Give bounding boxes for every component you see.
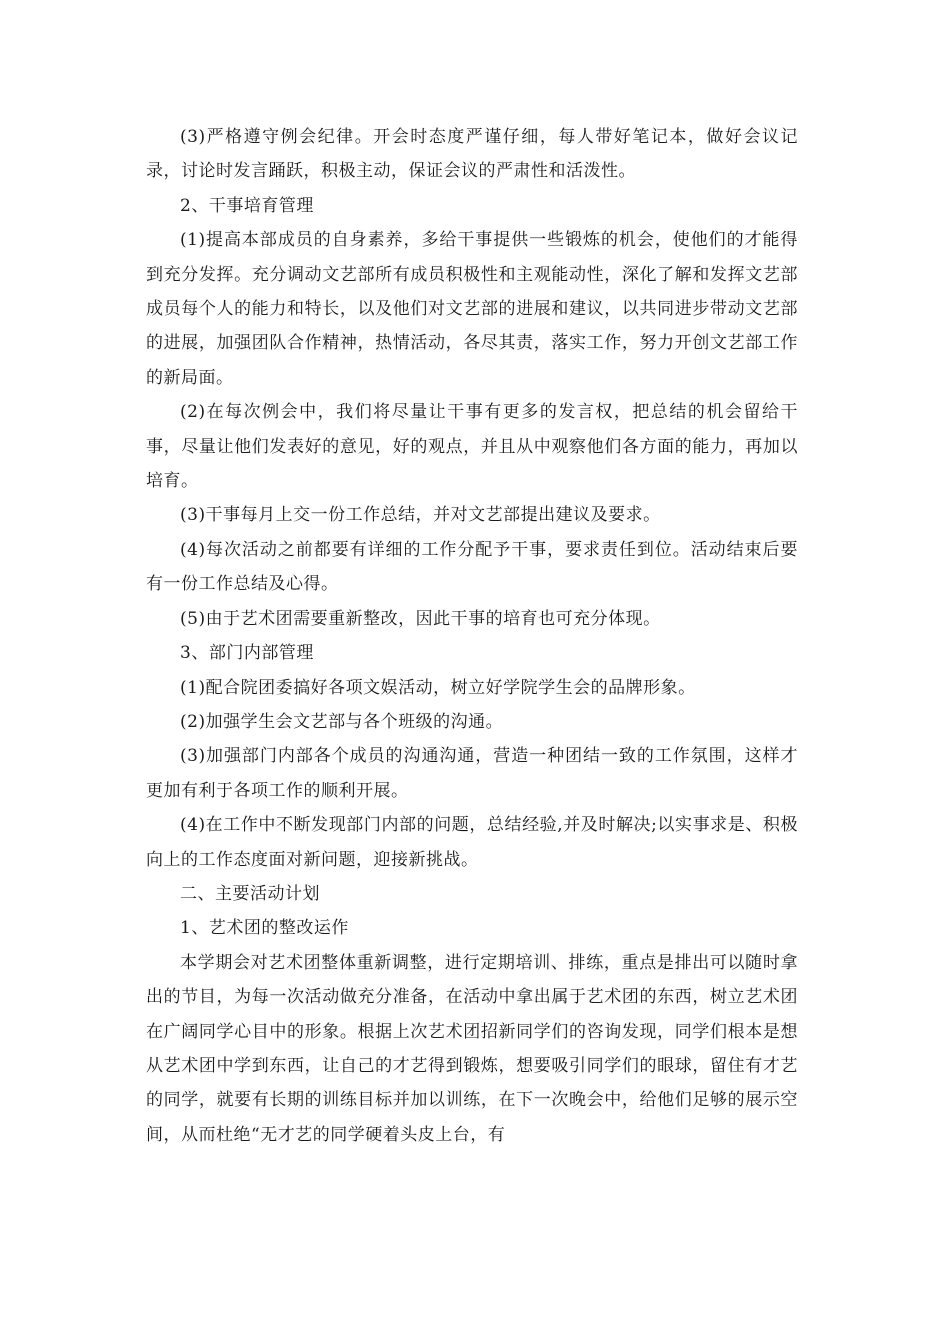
paragraph-training-5: (5)由于艺术团需要重新整改，因此干事的培育也可充分体现。 bbox=[180, 608, 661, 629]
paragraph-internal-2: (2)加强学生会文艺部与各个班级的沟通。 bbox=[180, 711, 504, 732]
paragraph-meeting-discipline: (3)严格遵守例会纪律。开会时态度严谨仔细，每人带好笔记本，做好会议记录，讨论时发言踊跃，积极主动，保证会议的严肃性和活泼性。 bbox=[146, 127, 798, 182]
document-page bbox=[146, 120, 798, 1152]
heading-internal-management: 3、部门内部管理 bbox=[180, 643, 314, 664]
paragraph-internal-3: (3)加强部门内部各个成员的沟通沟通，营造一种团结一致的工作氛围，这样才更加有利于各项工作的顺利开展。 bbox=[146, 746, 798, 801]
paragraph-art-troupe: 本学期会对艺术团整体重新调整，进行定期培训、排练，重点是排出可以随时拿出的节目，为每一次活动做充分准备，在活动中拿出属于艺术团的东西，树立艺术团在广阔同学心目中的形象。根据上次艺术团招新同学们的咨询发现，同学们根本是想从艺术团中学到东西，让自己的才艺得到锻炼，想要吸引同学们的眼球，留住有才艺的同学，就要有长期的训练目标并加以训练，在下一次晚会中，给他们足够的展示空间，从而杜绝“无才艺的同学硬着头皮上台，有 bbox=[146, 952, 798, 1145]
paragraph-training-3: (3)干事每月上交一份工作总结，并对文艺部提出建议及要求。 bbox=[180, 505, 661, 526]
paragraph-internal-4: (4)在工作中不断发现部门内部的问题，总结经验,并及时解决;以实事求是、积极向上的工作态度面对新问题，迎接新挑战。 bbox=[146, 815, 798, 870]
paragraph-training-1: (1)提高本部成员的自身素养，多给干事提供一些锻炼的机会，使他们的才能得到充分发挥。充分调动文艺部所有成员积极性和主观能动性，深化了解和发挥文艺部成员每个人的能力和特长，以及他们对文艺部的进展和建议，以共同进步带动文艺部的进展，加强团队合作精神，热情活动，各尽其责，落实工作，努力开创文艺部工作的新局面。 bbox=[146, 230, 798, 388]
paragraph-training-2: (2)在每次例会中，我们将尽量让干事有更多的发言权，把总结的机会留给干事，尽量让他们发表好的意见，好的观点，并且从中观察他们各方面的能力，再加以培育。 bbox=[146, 402, 798, 492]
heading-art-troupe: 1、艺术团的整改运作 bbox=[180, 918, 349, 939]
paragraph-training-4: (4)每次活动之前都要有详细的工作分配予干事，要求责任到位。活动结束后要有一份工作总结及心得。 bbox=[146, 539, 798, 595]
heading-staff-training: 2、干事培育管理 bbox=[180, 195, 314, 216]
heading-activity-plan: 二、主要活动计划 bbox=[180, 883, 320, 904]
paragraph-internal-1: (1)配合院团委搞好各项文娱活动，树立好学院学生会的品牌形象。 bbox=[180, 677, 696, 698]
